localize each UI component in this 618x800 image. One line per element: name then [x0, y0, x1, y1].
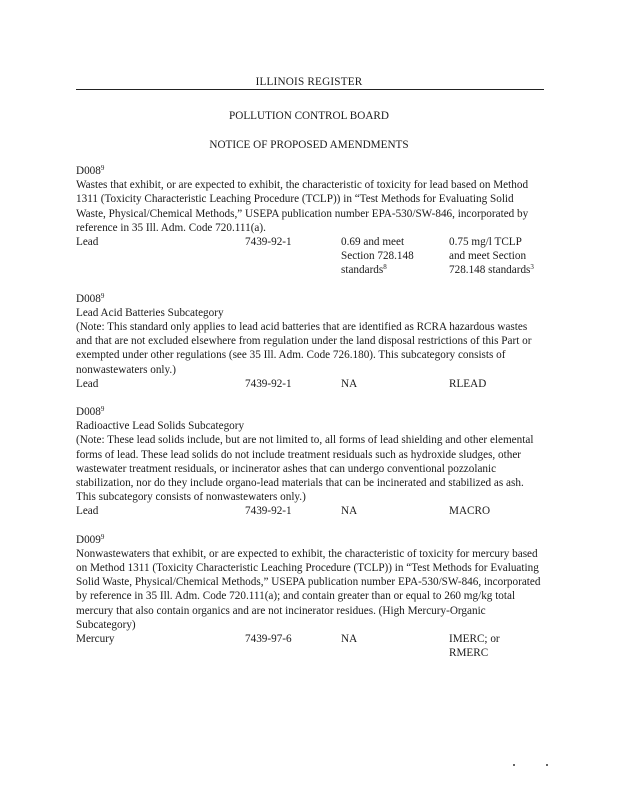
board-heading: POLLUTION CONTROL BOARD: [229, 110, 389, 122]
constituent-name: Lead: [76, 377, 99, 390]
table-row: [76, 632, 546, 660]
scan-mark: [546, 764, 548, 766]
subcategory-title: Lead Acid Batteries Subcategory: [76, 306, 224, 319]
subcategory-title: Radioactive Lead Solids Subcategory: [76, 420, 245, 433]
waste-code: $D009^9$: [76, 532, 105, 546]
nonwastewater-standard: RLEAD: [449, 377, 487, 390]
wastewater-standard: NA: [341, 505, 358, 518]
cas-number: 7439-92-1: [245, 505, 292, 518]
cas-number: 7439-92-1: [245, 377, 292, 390]
notice-heading: NOTICE OF PROPOSED AMENDMENTS: [209, 139, 409, 151]
waste-code-section: [76, 292, 546, 391]
waste-code-section: [76, 533, 546, 661]
cas-number: 7439-92-1: [245, 236, 292, 249]
waste-code-section: [76, 405, 546, 519]
table-row: [76, 504, 546, 518]
wastewater-standard: NA: [341, 377, 358, 390]
section-description: Wastes that exhibit, or are expected to exhibit, the characteristic of toxicity for lead based on Method 1311 (Toxicity Characteristic Leaching Procedure (TCLP)) in “Test Methods for Evaluating Solid Waste, Physical/Chemical Methods,” USEPA publication number EPA-530/SW-846, incorporated by reference in 35 Ill. Adm. Code 720.111(a).: [76, 179, 529, 234]
constituent-name: Mercury: [76, 633, 115, 646]
section-description: Nonwastewaters that exhibit, or are expected to exhibit, the characteristic of toxicity for mercury based on Method 1311 (Toxicity Characteristic Leaching Procedure (TCLP)) in “Test Methods for Evaluating Solid Waste, Physical/Chemical Methods,” USEPA publication number EPA-530/SW-846, incorporated by reference in 35 Ill. Adm. Code 720.111(a); and contain greater than or equal to 260 mg/kg total mercury that also contain organics and are not incinerator residues. (High Mercury-Organic Subcategory): [76, 547, 541, 631]
document-body: [76, 164, 546, 674]
header-rule: [76, 89, 544, 90]
nonwastewater-standard: 0.75 mg/l TCLP and meet Section 728.148 standards$^3$: [449, 236, 534, 277]
waste-code-section: [76, 164, 546, 278]
constituent-name: Lead: [76, 236, 99, 249]
nonwastewater-standard: MACRO: [449, 505, 491, 518]
scan-mark: [513, 764, 515, 766]
wastewater-standard: 0.69 and meet Section 728.148 standards$^8$: [341, 236, 414, 277]
waste-code: $D008^9$: [76, 164, 105, 177]
register-heading: ILLINOIS REGISTER: [255, 76, 363, 88]
cas-number: 7439-97-6: [245, 633, 292, 646]
table-row: [76, 235, 546, 278]
wastewater-standard: NA: [341, 633, 358, 646]
section-description: (Note: These lead solids include, but are not limited to, all forms of lead shielding and other elemental forms of lead. These lead solids do not include treatment residuals such as hydroxide sludges, other wastewater treatment residuals, or incinerator ashes that can undergo conventional pozzolanic stabilization, nor do they include organo-lead materials that can be incinerated and stabilized as ash. This subcategory consists of nonwastewaters only.): [76, 434, 534, 504]
waste-code: $D008^9$: [76, 405, 105, 419]
waste-code: $D008^9$: [76, 291, 105, 305]
page-marks: [513, 764, 553, 766]
table-row: [76, 377, 546, 391]
constituent-name: Lead: [76, 505, 99, 518]
nonwastewater-standard: IMERC; or RMERC: [449, 633, 500, 660]
section-description: (Note: This standard only applies to lead acid batteries that are identified as RCRA hazardous wastes and that are not excluded elsewhere from regulation under the land disposal restrictions of this Part or exempted under other regulations (see 35 Ill. Adm. Code 726.180). This subcategory consists of nonwastewaters only.): [76, 321, 532, 376]
